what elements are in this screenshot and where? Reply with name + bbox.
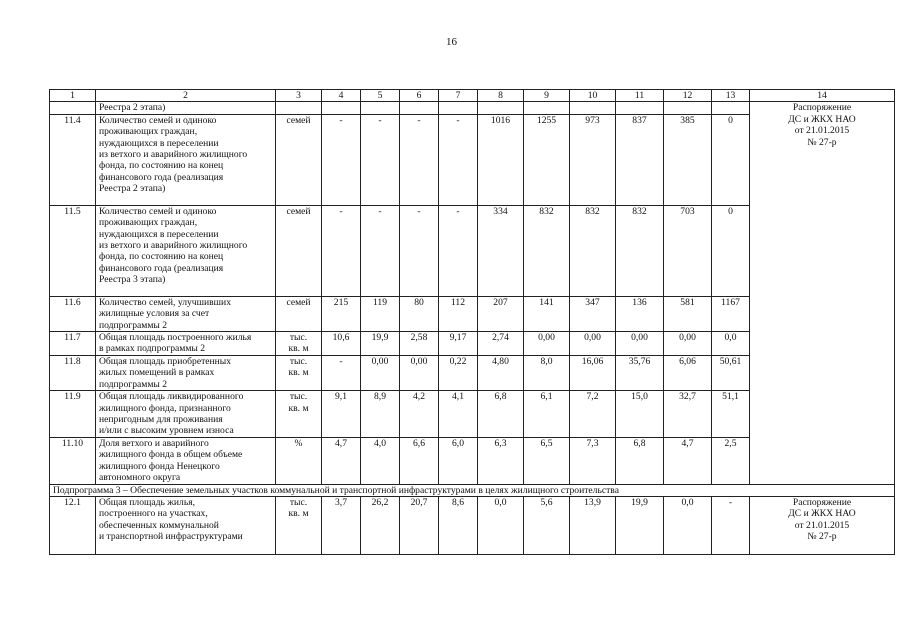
value-cell: 832 <box>570 205 616 296</box>
value-cell: - <box>361 114 400 205</box>
value-cell: 6,1 <box>524 391 570 438</box>
value-cell: 9,1 <box>322 391 361 438</box>
value-cell: 2,58 <box>400 332 439 356</box>
value-cell: 347 <box>570 296 616 331</box>
indicator-name: Количество семей и одиноко проживающих граждан, нуждающихся в переселении из ветхого и аварийного жилищного фонда, по состоянию на конец финансового года (реализация Реестра 3 этапа) <box>96 205 276 296</box>
indicator-name: Общая площадь приобретенных жилых помещений в рамках подпрограммы 2 <box>96 356 276 391</box>
value-cell: 837 <box>616 114 664 205</box>
value-cell: 0,0 <box>478 496 524 554</box>
empty-cell <box>478 102 524 114</box>
value-cell: 4,1 <box>439 391 478 438</box>
value-cell: - <box>322 356 361 391</box>
column-number: 12 <box>664 90 712 102</box>
value-cell: - <box>439 114 478 205</box>
value-cell: 0,0 <box>664 496 712 554</box>
value-cell: 50,61 <box>712 356 750 391</box>
value-cell: 1016 <box>478 114 524 205</box>
continuation-row <box>50 102 895 114</box>
value-cell: 5,6 <box>524 496 570 554</box>
value-cell: 136 <box>616 296 664 331</box>
empty-cell <box>400 102 439 114</box>
value-cell: 0,00 <box>400 356 439 391</box>
value-cell: 0,22 <box>439 356 478 391</box>
row-number: 11.10 <box>50 437 96 484</box>
indicator-name: Общая площадь построенного жилья в рамках подпрограммы 2 <box>96 332 276 356</box>
row-number-cell <box>50 102 96 114</box>
indicator-name: Общая площадь ликвидированного жилищного фонда, признанного непригодным для проживания и/или с высоким уровнем износа <box>96 391 276 438</box>
value-cell: 0,00 <box>361 356 400 391</box>
basis-document: Распоряжение ДС и ЖКХ НАО от 21.01.2015 № 27-р <box>750 496 895 554</box>
unit: семей <box>276 296 322 331</box>
value-cell: 19,9 <box>616 496 664 554</box>
unit: семей <box>276 205 322 296</box>
value-cell: 1255 <box>524 114 570 205</box>
value-cell: 13,9 <box>570 496 616 554</box>
value-cell: 215 <box>322 296 361 331</box>
value-cell: 19,9 <box>361 332 400 356</box>
indicator-name: Реестра 2 этапа) <box>96 102 276 114</box>
value-cell: 8,6 <box>439 496 478 554</box>
value-cell: 16,06 <box>570 356 616 391</box>
empty-cell <box>524 102 570 114</box>
indicators-table <box>49 89 895 555</box>
unit: тыс. кв. м <box>276 391 322 438</box>
empty-cell <box>570 102 616 114</box>
row-number: 11.6 <box>50 296 96 331</box>
section-title: Подпрограмма 3 – Обеспечение земельных участков коммунальной и транспортной инфраструктурами в целях жилищного строительства <box>50 484 895 496</box>
value-cell: - <box>439 205 478 296</box>
value-cell: 973 <box>570 114 616 205</box>
unit: % <box>276 437 322 484</box>
column-number: 8 <box>478 90 524 102</box>
column-number: 2 <box>96 90 276 102</box>
value-cell: 4,7 <box>322 437 361 484</box>
column-number: 11 <box>616 90 664 102</box>
value-cell: 832 <box>524 205 570 296</box>
value-cell: 6,0 <box>439 437 478 484</box>
column-number: 4 <box>322 90 361 102</box>
value-cell: 334 <box>478 205 524 296</box>
value-cell: 0,00 <box>570 332 616 356</box>
value-cell: 32,7 <box>664 391 712 438</box>
indicator-name: Количество семей и одиноко проживающих граждан, нуждающихся в переселении из ветхого и аварийного жилищного фонда, по состоянию на конец финансового года (реализация Реестра 2 этапа) <box>96 114 276 205</box>
value-cell: 832 <box>616 205 664 296</box>
indicator-name: Количество семей, улучшивших жилищные условия за счет подпрограммы 2 <box>96 296 276 331</box>
value-cell: 1167 <box>712 296 750 331</box>
column-number: 6 <box>400 90 439 102</box>
empty-cell <box>276 102 322 114</box>
column-number: 7 <box>439 90 478 102</box>
value-cell: 2,5 <box>712 437 750 484</box>
row-number: 11.7 <box>50 332 96 356</box>
empty-cell <box>439 102 478 114</box>
column-number: 14 <box>750 90 895 102</box>
value-cell: 6,6 <box>400 437 439 484</box>
value-cell: 9,17 <box>439 332 478 356</box>
row-number: 11.4 <box>50 114 96 205</box>
row-number: 11.8 <box>50 356 96 391</box>
section-row <box>50 484 895 496</box>
value-cell: 2,74 <box>478 332 524 356</box>
value-cell: - <box>400 114 439 205</box>
value-cell: 35,76 <box>616 356 664 391</box>
unit: семей <box>276 114 322 205</box>
unit: тыс. кв. м <box>276 332 322 356</box>
value-cell: 4,7 <box>664 437 712 484</box>
value-cell: - <box>361 205 400 296</box>
value-cell: 7,3 <box>570 437 616 484</box>
value-cell: 6,06 <box>664 356 712 391</box>
empty-cell <box>712 102 750 114</box>
value-cell: - <box>400 205 439 296</box>
row-number: 11.5 <box>50 205 96 296</box>
value-cell: 0 <box>712 205 750 296</box>
value-cell: 0 <box>712 114 750 205</box>
row-number: 11.9 <box>50 391 96 438</box>
value-cell: 703 <box>664 205 712 296</box>
value-cell: 26,2 <box>361 496 400 554</box>
value-cell: 80 <box>400 296 439 331</box>
value-cell: 6,8 <box>478 391 524 438</box>
value-cell: 8,9 <box>361 391 400 438</box>
page-number: 16 <box>446 36 457 48</box>
value-cell: 20,7 <box>400 496 439 554</box>
value-cell: 4,2 <box>400 391 439 438</box>
empty-cell <box>664 102 712 114</box>
value-cell: 112 <box>439 296 478 331</box>
value-cell: 0,00 <box>524 332 570 356</box>
column-number: 1 <box>50 90 96 102</box>
column-number: 9 <box>524 90 570 102</box>
unit: тыс. кв. м <box>276 356 322 391</box>
table-row <box>50 496 895 554</box>
column-number: 10 <box>570 90 616 102</box>
header-row <box>50 90 895 102</box>
basis-document: Распоряжение ДС и ЖКХ НАО от 21.01.2015 № 27-р <box>750 102 895 484</box>
value-cell: 4,80 <box>478 356 524 391</box>
value-cell: 119 <box>361 296 400 331</box>
value-cell: 51,1 <box>712 391 750 438</box>
indicator-name: Доля ветхого и аварийного жилищного фонда в общем объеме жилищного фонда Ненецкого автономного округа <box>96 437 276 484</box>
unit: тыс. кв. м <box>276 496 322 554</box>
column-number: 5 <box>361 90 400 102</box>
value-cell: 207 <box>478 296 524 331</box>
value-cell: 6,5 <box>524 437 570 484</box>
empty-cell <box>322 102 361 114</box>
value-cell: 0,00 <box>616 332 664 356</box>
indicator-name: Общая площадь жилья, построенного на участках, обеспеченных коммунальной и транспортной инфраструктурами <box>96 496 276 554</box>
empty-cell <box>361 102 400 114</box>
value-cell: - <box>322 114 361 205</box>
value-cell: 6,3 <box>478 437 524 484</box>
value-cell: 7,2 <box>570 391 616 438</box>
value-cell: 385 <box>664 114 712 205</box>
value-cell: 0,0 <box>712 332 750 356</box>
value-cell: 4,0 <box>361 437 400 484</box>
value-cell: 10,6 <box>322 332 361 356</box>
value-cell: 8,0 <box>524 356 570 391</box>
empty-cell <box>616 102 664 114</box>
value-cell: - <box>322 205 361 296</box>
value-cell: - <box>712 496 750 554</box>
value-cell: 141 <box>524 296 570 331</box>
value-cell: 0,00 <box>664 332 712 356</box>
value-cell: 581 <box>664 296 712 331</box>
column-number: 13 <box>712 90 750 102</box>
row-number: 12.1 <box>50 496 96 554</box>
column-number: 3 <box>276 90 322 102</box>
value-cell: 6,8 <box>616 437 664 484</box>
value-cell: 15,0 <box>616 391 664 438</box>
value-cell: 3,7 <box>322 496 361 554</box>
